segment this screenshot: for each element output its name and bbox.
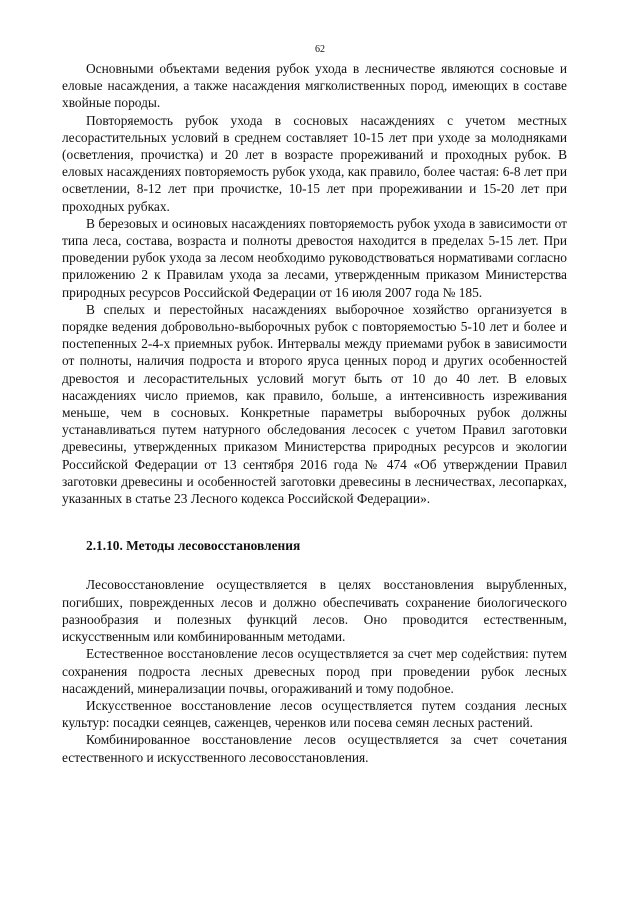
paragraph-birch-aspen-thinning: В березовых и осиновых насаждениях повторяемость рубок ухода в зависимости от типа леса, состава, возраста и полноты древостоя находится в пределах 5-15 лет. При проведении рубок ухода за лесом необходимо руководствоваться нормативами согласно приложению 2 к Правилам ухода за лесами, утвержденным приказом Министерства природных ресурсов Российской Федерации от 16 июля 2007 года № 185.	[62, 215, 567, 300]
page-content	[62, 60, 567, 766]
paragraph-combined-reforestation: Комбинированное восстановление лесов осуществляется за счет сочетания естественного и искусственного лесовосстановления.	[62, 732, 567, 765]
paragraph-artificial-reforestation: Искусственное восстановление лесов осуществляется путем создания лесных культур: посадки сеянцев, саженцев, черенков или посева семян лесных растений.	[62, 697, 567, 731]
section-heading: 2.1.10. Методы лесовосстановления	[86, 538, 301, 554]
paragraph-reforestation-purpose: Лесовосстановление осуществляется в целях восстановления вырубленных, погибших, поврежденных лесов и должно обеспечивать сохранение биологического разнообразия и полезных функций лесов. Оно проводится естественным, искусственным или комбинированным методами.	[62, 577, 567, 645]
paragraph-pine-thinning-frequency: Повторяемость рубок ухода в сосновых насаждениях с учетом местных лесорастительных условий в среднем составляет 10-15 лет при уходе за молодняками (осветления, прочистка) и 20 лет в возрасте прореживаний и проходных рубок. В еловых насаждениях повторяемость рубок ухода, как правило, более частая: 6-8 лет при осветлении, 8-12 лет при прочистке, 10-15 лет при прореживании и 15-20 лет при проходных рубках.	[62, 112, 567, 214]
paragraph-natural-reforestation: Естественное восстановление лесов осуществляется за счет мер содействия: путем сохранения подроста лесных древесных пород при проведении рубок лесных насаждений, минерализации почвы, огораживаний и тому подобное.	[62, 646, 567, 696]
paragraph-main-logging-objects: Основными объектами ведения рубок ухода в лесничестве являются сосновые и еловые насаждения, а также насаждения мягколиственных пород, имеющих в составе хвойные породы.	[62, 61, 567, 111]
paragraph-selective-logging: В спелых и перестойных насаждениях выборочное хозяйство организуется в порядке ведения добровольно-выборочных рубок с повторяемостью 5-10 лет и более и постепенных 2-4-х приемных рубок. Интервалы между приемами рубок в зависимости от полноты, наличия подроста и второго яруса ценных пород и других особенностей древостоя и лесорастительных условий могут быть от 10 до 40 лет. В еловых насаждениях число приемов, как правило, больше, а интенсивность изреживания меньше, чем в сосновых. Конкретные параметры выборочных рубок должны устанавливаться путем натурного обследования лесосек с учетом Правил заготовки древесины, утвержденных приказом Министерства природных ресурсов и экологии Российской Федерации от 13 сентября 2016 года № 474 «Об утверждении Правил заготовки древесины и особенностей заготовки древесины в лесничествах, лесопарках, указанных в статье 23 Лесного кодекса Российской Федерации».	[62, 301, 567, 507]
page-number: 62	[315, 44, 325, 55]
